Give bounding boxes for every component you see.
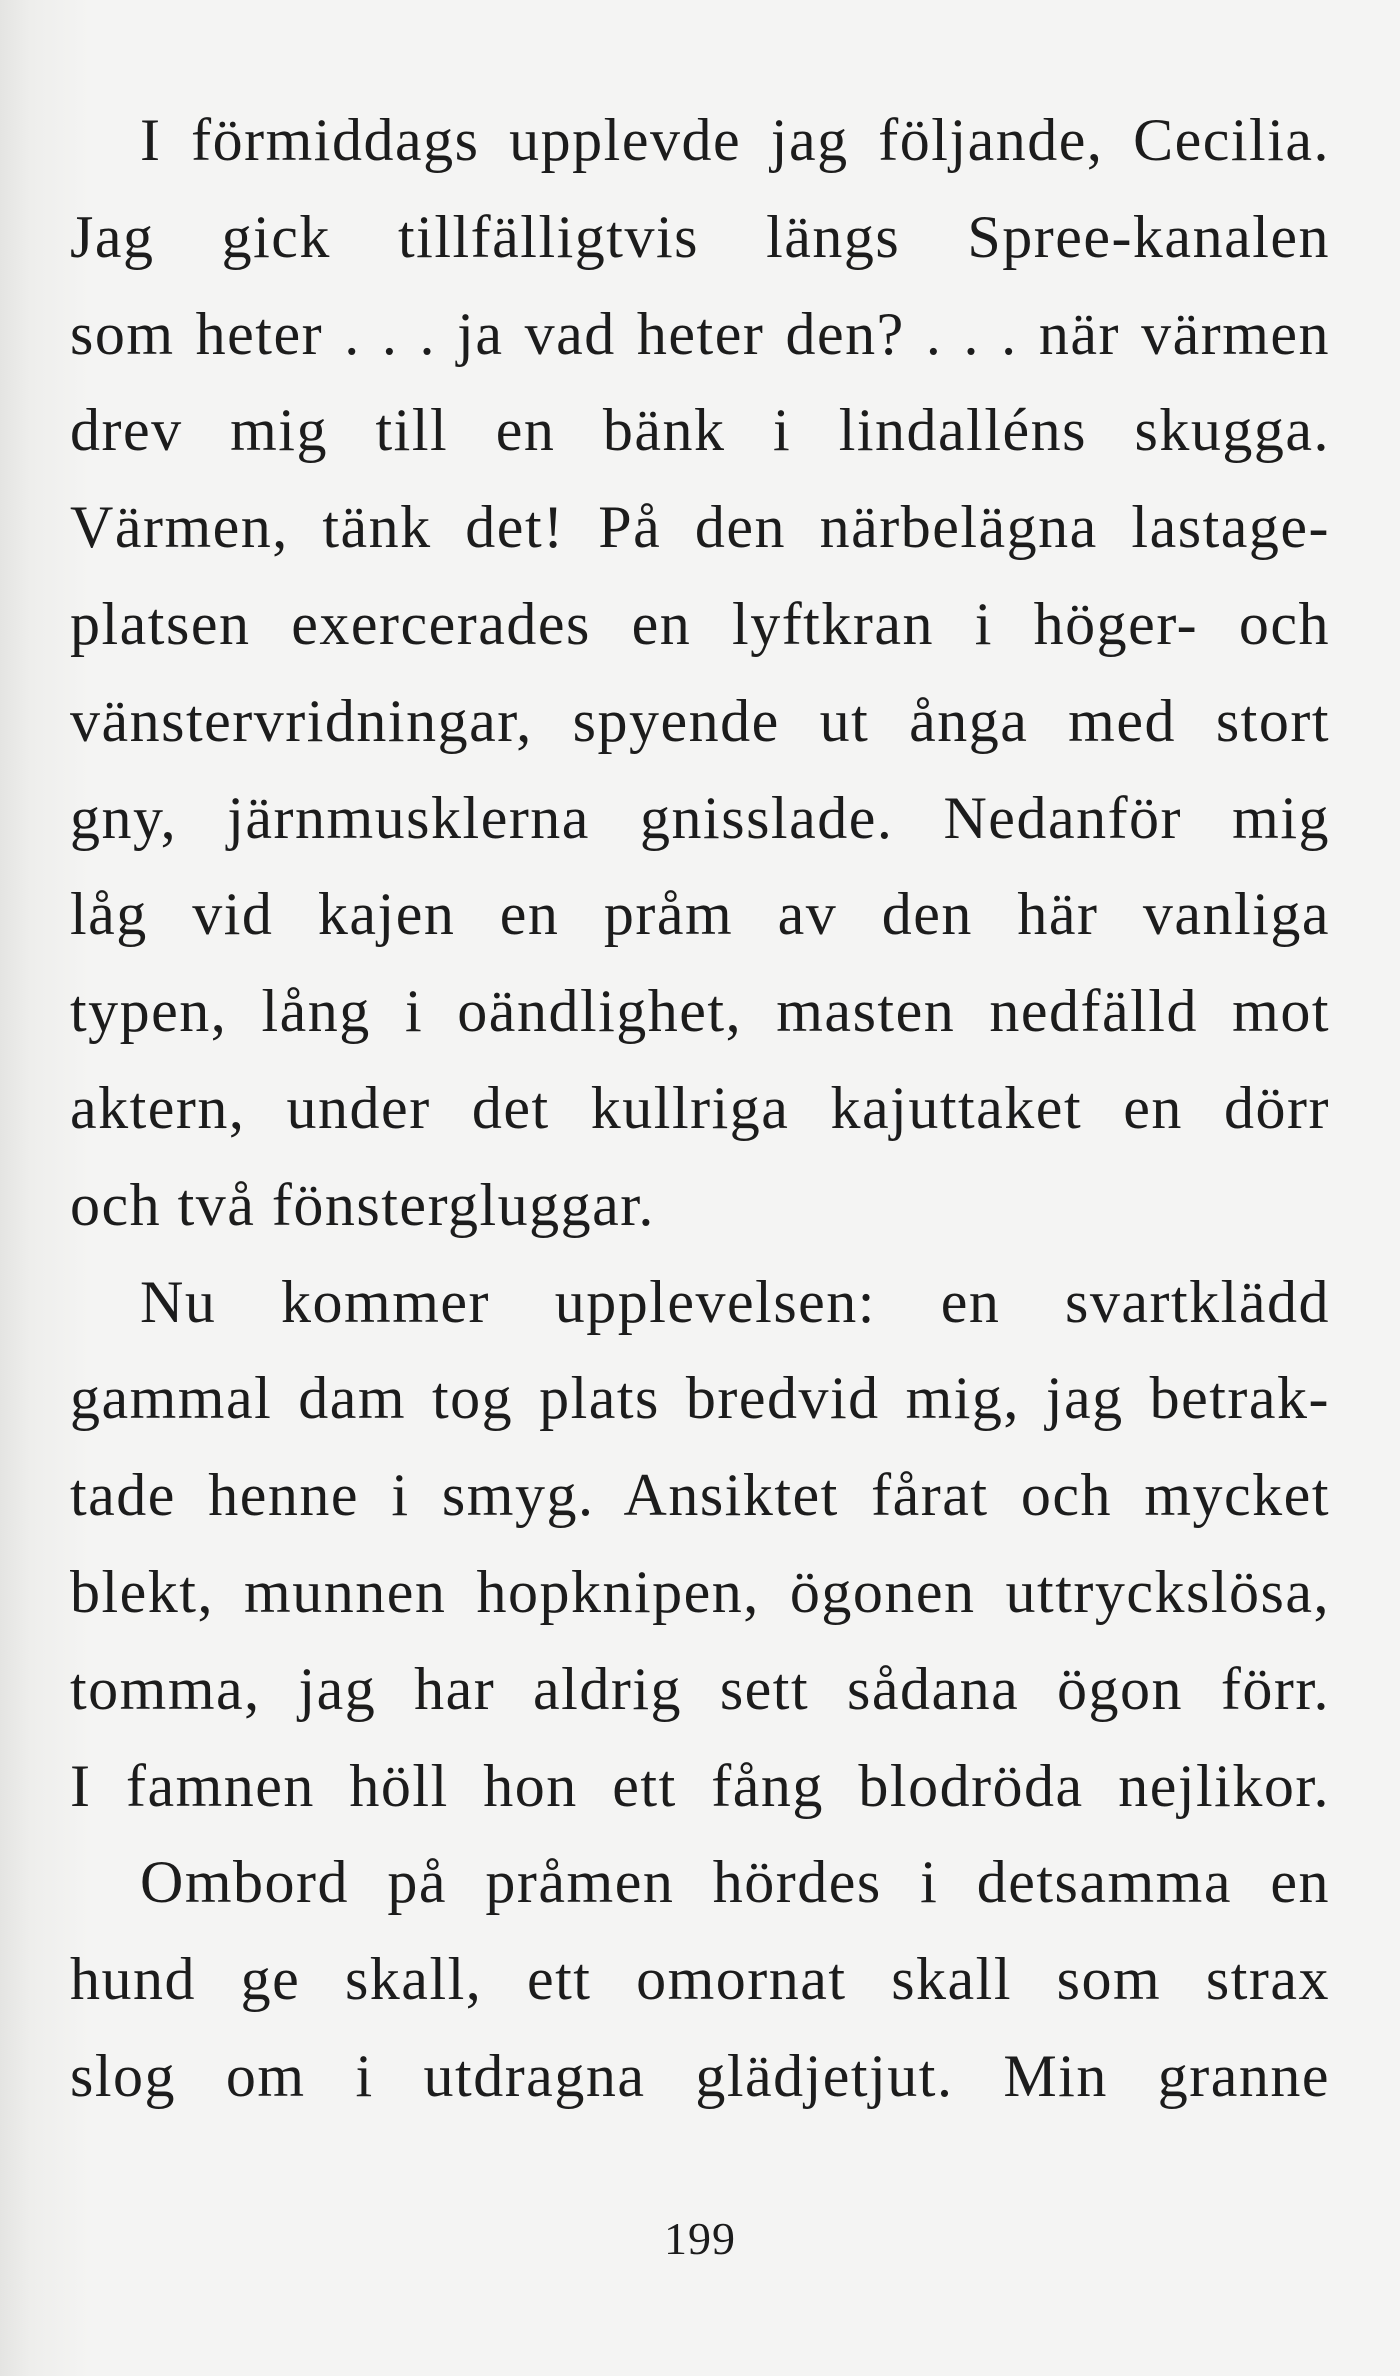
- text-line: drev mig till en bänk i lindalléns skugga.: [70, 397, 1330, 464]
- page-number: 199: [664, 2213, 736, 2264]
- text-line: I famnen höll hon ett fång blodröda nejlikor.: [70, 1752, 1330, 1819]
- text-line: aktern, under det kullriga kajuttaket en dörr: [70, 1074, 1330, 1141]
- text-line: Värmen, tänk det! På den närbelägna lastage-: [70, 494, 1330, 561]
- text-line: slog om i utdragna glädjetjut. Min granne: [70, 2042, 1330, 2109]
- body-text: [70, 92, 1330, 2125]
- text-line: och två fönstergluggar.: [70, 1171, 655, 1238]
- text-line: tade henne i smyg. Ansiktet fårat och mycket: [70, 1462, 1330, 1529]
- text-line: I förmiddags upplevde jag följande, Cecilia.: [140, 107, 1330, 173]
- text-line: vänstervridningar, spyende ut ånga med stort: [70, 687, 1330, 754]
- text-line: hund ge skall, ett omornat skall som strax: [70, 1946, 1330, 2013]
- text-line: Nu kommer upplevelsen: en svartklädd: [140, 1268, 1330, 1335]
- text-line: Ombord på pråmen hördes i detsamma en: [140, 1849, 1330, 1916]
- text-line: gammal dam tog plats bredvid mig, jag betrak-: [70, 1365, 1330, 1432]
- text-line: blekt, munnen hopknipen, ögonen uttryckslösa,: [70, 1558, 1330, 1625]
- text-line: gny, järnmusklerna gnisslade. Nedanför mig: [70, 784, 1330, 851]
- text-line: platsen exercerades en lyftkran i höger- och: [70, 590, 1330, 657]
- text-line: Jag gick tillfälligtvis längs Spree-kanalen: [70, 203, 1330, 270]
- text-line: tomma, jag har aldrig sett sådana ögon förr.: [70, 1655, 1330, 1722]
- text-line: som heter . . . ja vad heter den? . . . när värmen: [70, 300, 1330, 367]
- text-line: typen, lång i oändlighet, masten nedfälld mot: [70, 978, 1330, 1045]
- text-line: låg vid kajen en pråm av den här vanliga: [70, 881, 1330, 948]
